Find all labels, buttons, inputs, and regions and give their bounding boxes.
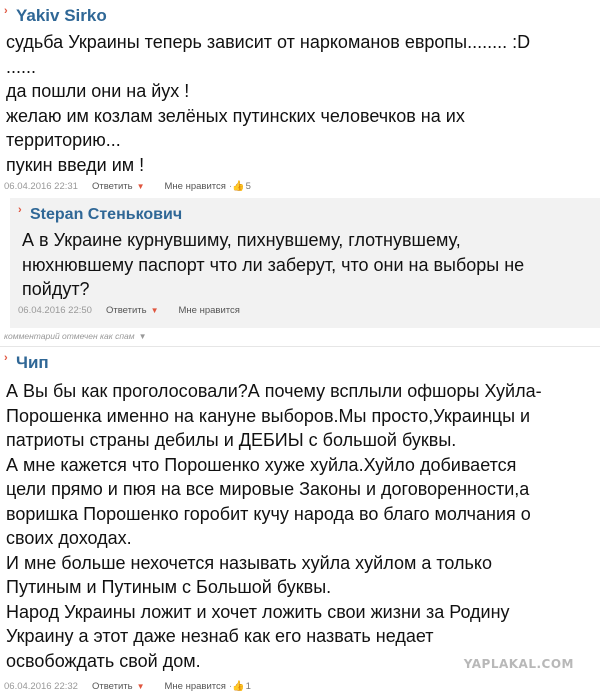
comment-line: территорию... (6, 130, 121, 150)
caret-down-icon[interactable]: ▼ (138, 331, 147, 341)
caret-down-icon[interactable]: ▼ (136, 181, 145, 191)
comment-author-line (18, 202, 600, 228)
spam-note (0, 328, 600, 344)
comment-line: Путиным и Путиным с Большой буквы. (6, 577, 332, 597)
comment-author-line (4, 351, 600, 375)
caret-down-icon[interactable]: ▼ (136, 681, 145, 691)
like-button[interactable]: Мне нравится (178, 305, 240, 316)
comment-line: воришка Порошенко горобит кучу народа во благо молчания о (6, 503, 531, 524)
comment-line: И мне больше нехочется называть хуйла хуйлом а только (6, 552, 492, 573)
comment-line: освобождать свой дом. (6, 650, 201, 671)
comment-line: А в Украине курнувшиму, пихнувшему, глотнувшему, (22, 230, 461, 250)
comment-date: 06.04.2016 22:31 (4, 180, 78, 192)
comment-author-line (4, 0, 600, 30)
comment-line: пукин введи им ! (6, 154, 145, 175)
reply-button[interactable]: Ответить (91, 680, 133, 692)
like-count: 1 (245, 680, 251, 692)
comment-line: судьба Украины теперь зависит от наркоманов европы........ :D (6, 32, 531, 52)
reply-button[interactable]: Ответить (105, 305, 147, 316)
thumb-up-icon[interactable]: ·👍 (228, 180, 245, 192)
author-link[interactable]: Yakiv Sirko (16, 6, 107, 25)
author-link[interactable]: Чип (16, 353, 49, 372)
comment-line: Украину а этот даже незнаб как его назвать недает (6, 626, 434, 646)
comment-meta (4, 177, 600, 195)
comment-meta (4, 677, 600, 695)
comment-line: А мне кажется что Порошенко хуже хуйла.Хуйло добивается (6, 454, 517, 475)
comment-date: 06.04.2016 22:32 (4, 680, 78, 692)
comment-2-reply (10, 198, 600, 328)
arrow-icon: › (18, 204, 22, 216)
like-count: 5 (245, 180, 251, 192)
thumb-up-icon[interactable]: ·👍 (228, 680, 245, 692)
comment-date: 06.04.2016 22:50 (18, 305, 92, 316)
like-button[interactable]: Мне нравится (164, 680, 226, 692)
comment-line: Порошенка именно на кануне выборов.Мы просто,Украинцы и (6, 405, 531, 426)
comment-line: ...... (6, 56, 37, 77)
comment-text (4, 30, 586, 177)
comment-line: Народ Украины ложит и хочет ложить свои жизни за Родину (6, 601, 510, 622)
comment-line: цели прямо и пюя на все мировые Законы и договоренности,а (6, 479, 530, 499)
comment-text (4, 379, 596, 673)
watermark-logo: YAPLAKAL.COM (463, 657, 574, 671)
comment-meta (18, 302, 600, 320)
comment-line: да пошли они на йух ! (6, 81, 190, 101)
comment-line: нюхнювшему паспорт что ли заберут, что они на выборы не (22, 254, 525, 275)
comment-line: желаю им козлам зелёных путинских человечков на их (6, 105, 465, 126)
caret-down-icon[interactable]: ▼ (150, 306, 159, 315)
arrow-icon: › (4, 352, 8, 364)
comment-line: А Вы бы как проголосовали?А почему всплыли офшоры Хуйла- (6, 381, 542, 401)
arrow-icon: › (4, 5, 8, 17)
comment-text (18, 228, 562, 302)
author-link[interactable]: Stepan Стенькович (30, 206, 183, 223)
comment-line: своих доходах. (6, 528, 132, 548)
comment-line: пойдут? (22, 279, 90, 299)
comment-3 (0, 347, 600, 695)
comment-1 (0, 0, 600, 198)
reply-button[interactable]: Ответить (91, 180, 133, 192)
comment-line: патриоты страны дебилы и ДЕБИЫ с большой буквы. (6, 430, 457, 450)
like-button[interactable]: Мне нравится (164, 180, 226, 192)
spam-note-text: комментарий отмечен как спам (4, 331, 135, 341)
